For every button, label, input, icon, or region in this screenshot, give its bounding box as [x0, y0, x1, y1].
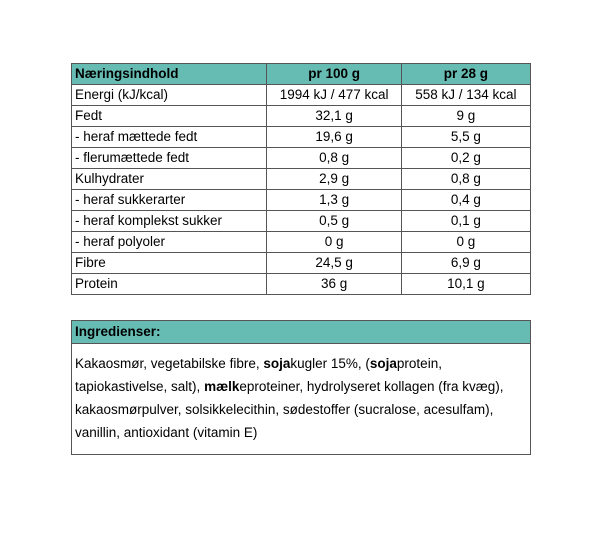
- ingredients-text: [71, 344, 531, 455]
- allergen-text: soja: [369, 356, 397, 371]
- nutrient-label: Fedt: [72, 106, 267, 127]
- nutrient-label: Protein: [72, 274, 267, 295]
- value-per-100g: 0,5 g: [267, 211, 401, 232]
- table-header-row: [72, 64, 531, 85]
- nutrient-label: - heraf sukkerarter: [72, 190, 267, 211]
- value-per-100g: 1994 kJ / 477 kcal: [267, 85, 401, 106]
- table-row: [72, 169, 531, 190]
- value-per-100g: 19,6 g: [267, 127, 401, 148]
- nutrient-label: Fibre: [72, 253, 267, 274]
- value-per-100g: 1,3 g: [267, 190, 401, 211]
- value-per-28g: 0,2 g: [401, 148, 530, 169]
- value-per-28g: 6,9 g: [401, 253, 530, 274]
- ingredient-text: Kakaosmør, vegetabilske fibre,: [75, 356, 264, 371]
- nutrition-table-body: [72, 85, 531, 295]
- table-row: [72, 85, 531, 106]
- nutrient-label: - heraf mættede fedt: [72, 127, 267, 148]
- table-row: [72, 232, 531, 253]
- ingredient-text: kugler 15%, (: [290, 356, 370, 371]
- value-per-28g: 10,1 g: [401, 274, 530, 295]
- table-row: [72, 274, 531, 295]
- ingredients-title: Ingredienser:: [71, 320, 531, 344]
- nutrient-label: Energi (kJ/kcal): [72, 85, 267, 106]
- nutrient-label: - heraf komplekst sukker: [72, 211, 267, 232]
- table-row: [72, 211, 531, 232]
- ingredients-box: [71, 320, 531, 455]
- ingredient-text: protein, tapiokastivelse, salt),: [75, 356, 442, 394]
- value-per-28g: 558 kJ / 134 kcal: [401, 85, 530, 106]
- header-nutrient: Næringsindhold: [72, 64, 267, 85]
- value-per-100g: 0 g: [267, 232, 401, 253]
- value-per-28g: 0,1 g: [401, 211, 530, 232]
- value-per-100g: 2,9 g: [267, 169, 401, 190]
- table-row: [72, 127, 531, 148]
- value-per-100g: 0,8 g: [267, 148, 401, 169]
- nutrient-label: Kulhydrater: [72, 169, 267, 190]
- nutrient-label: - flerumættede fedt: [72, 148, 267, 169]
- allergen-text: mælk: [204, 379, 240, 394]
- value-per-28g: 0,8 g: [401, 169, 530, 190]
- table-row: [72, 148, 531, 169]
- allergen-text: soja: [263, 356, 291, 371]
- header-per-100g: pr 100 g: [267, 64, 401, 85]
- header-per-28g: pr 28 g: [401, 64, 530, 85]
- value-per-28g: 9 g: [401, 106, 530, 127]
- nutrition-table: [71, 63, 531, 295]
- value-per-28g: 5,5 g: [401, 127, 530, 148]
- value-per-100g: 24,5 g: [267, 253, 401, 274]
- table-row: [72, 190, 531, 211]
- nutrient-label: - heraf polyoler: [72, 232, 267, 253]
- table-row: [72, 253, 531, 274]
- value-per-100g: 32,1 g: [267, 106, 401, 127]
- value-per-28g: 0,4 g: [401, 190, 530, 211]
- ingredient-text: eproteiner, hydrolyseret kollagen (fra kvæg), kakaosmørpulver, solsikkelecithin, sødestoffer (sucralose, acesulfam), vanillin, antioxidant (vitamin E): [75, 379, 504, 440]
- table-row: [72, 106, 531, 127]
- value-per-28g: 0 g: [401, 232, 530, 253]
- value-per-100g: 36 g: [267, 274, 401, 295]
